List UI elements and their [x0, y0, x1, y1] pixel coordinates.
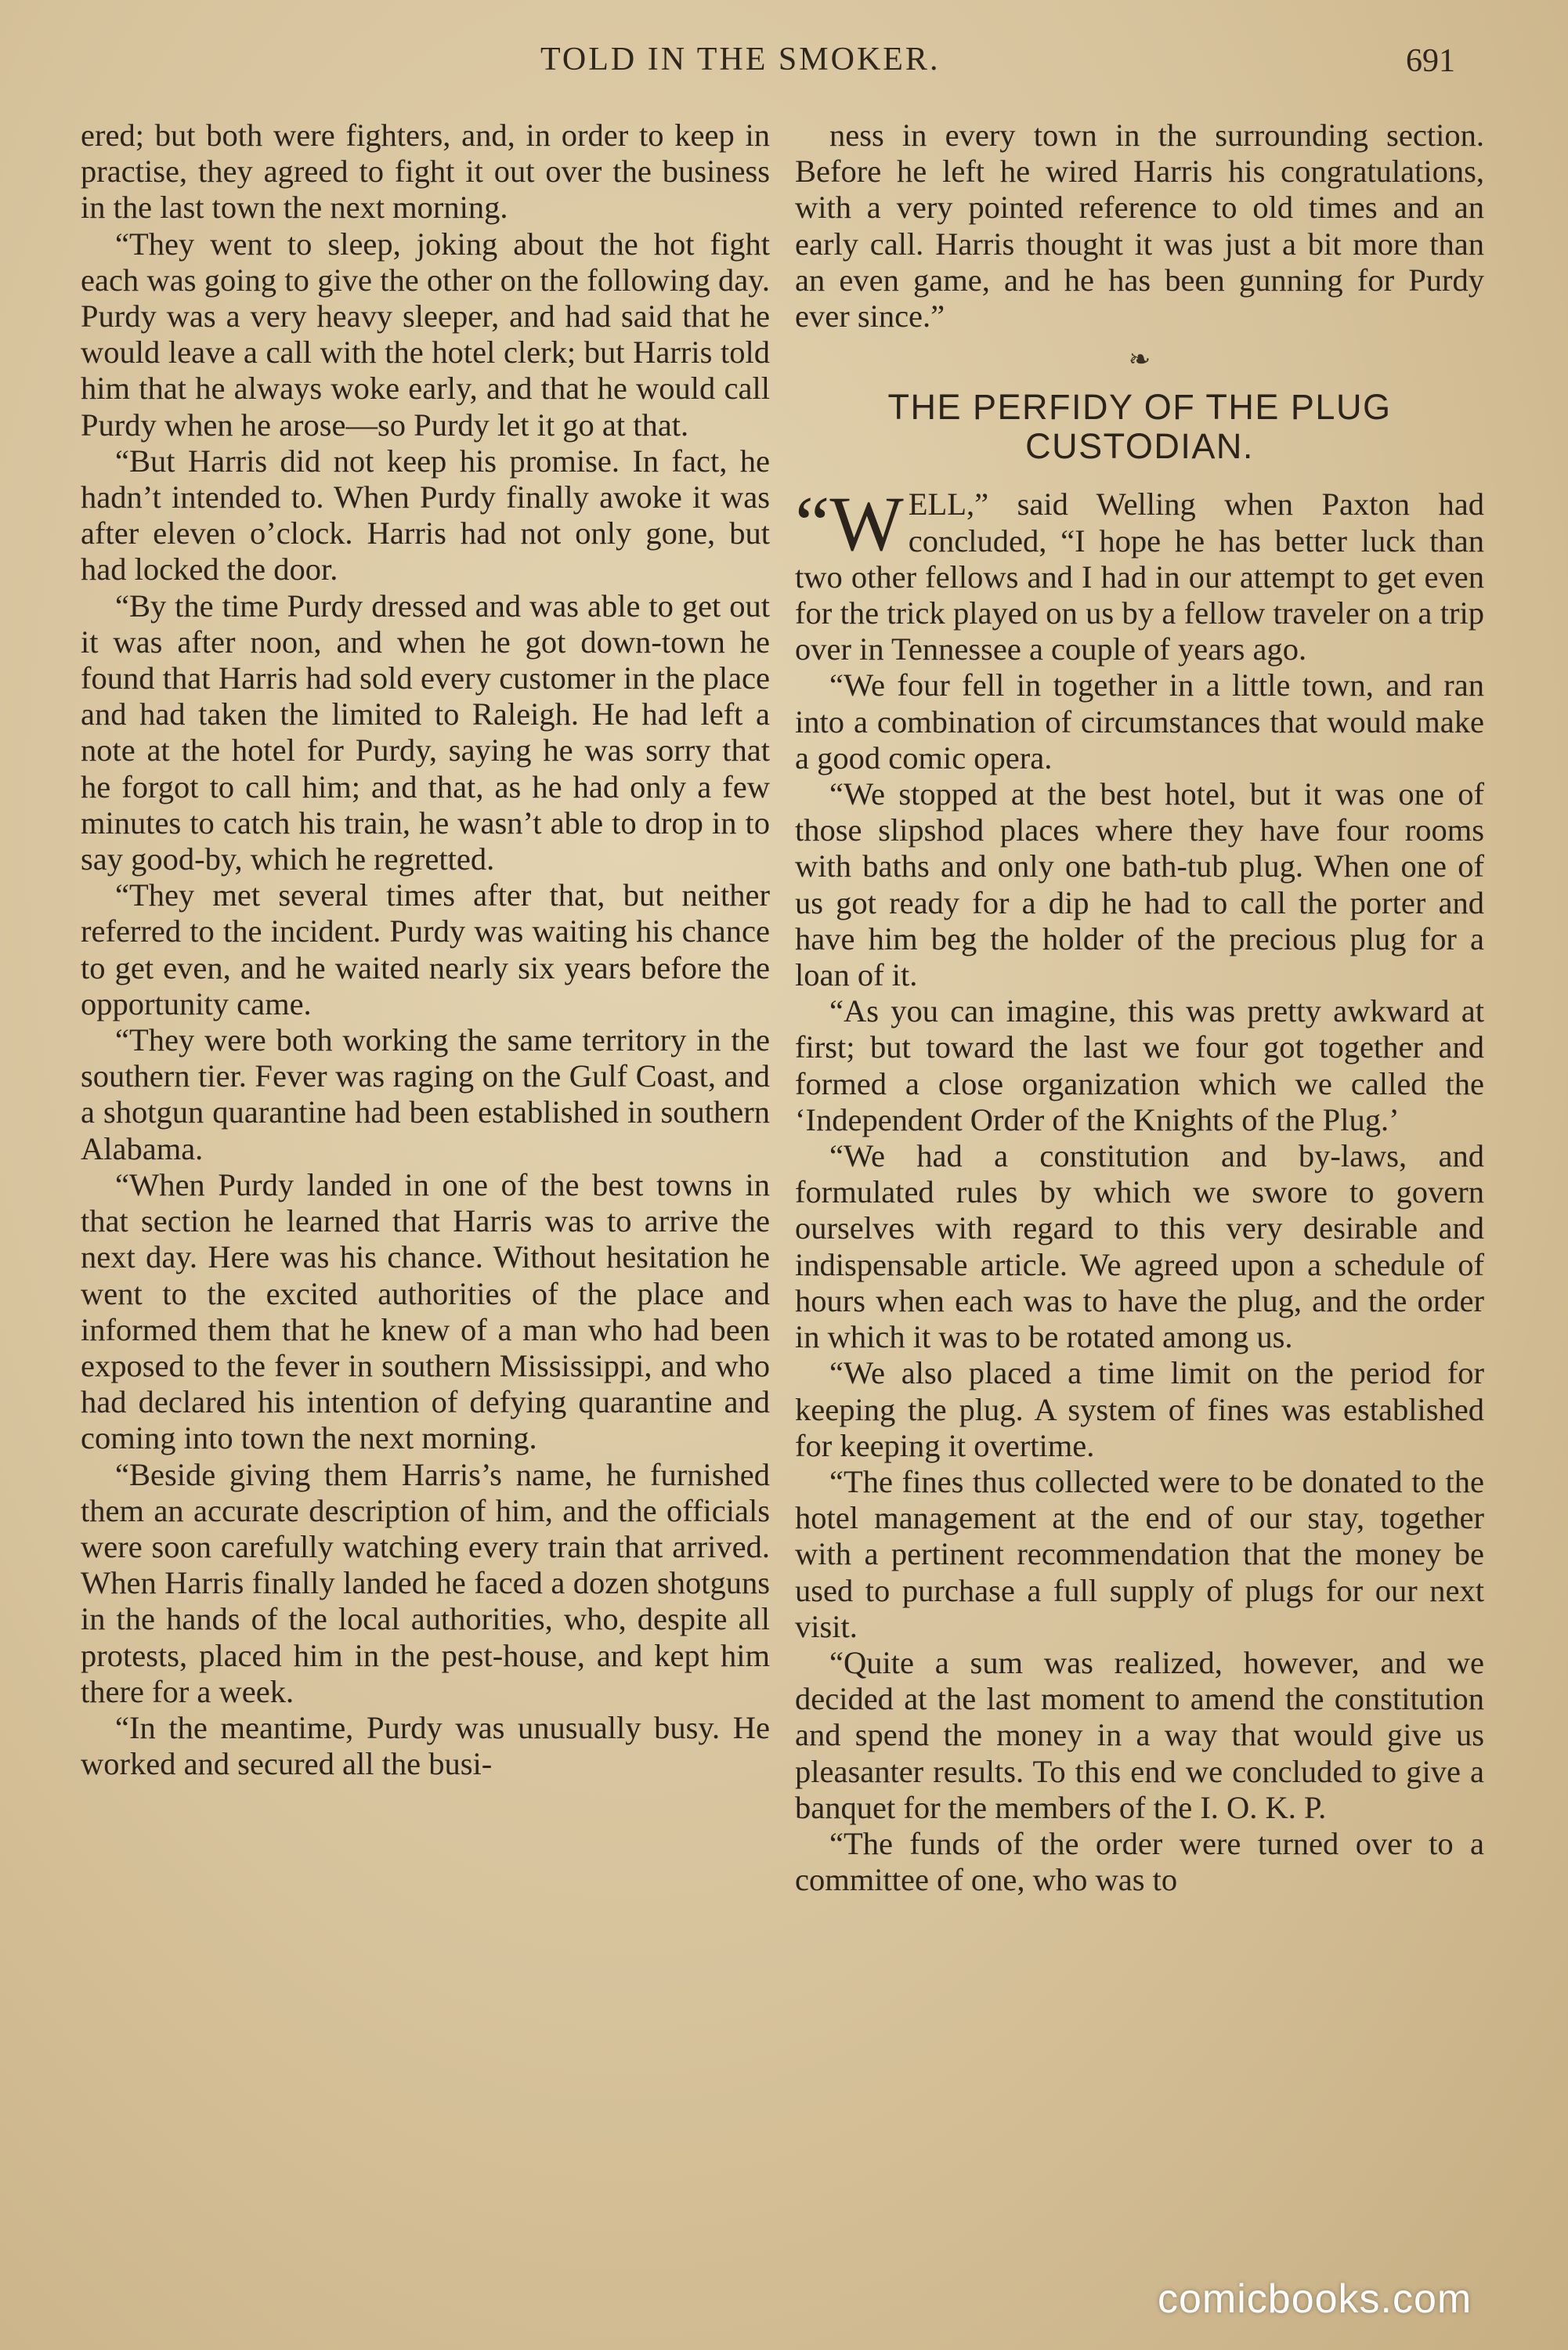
paragraph: “The funds of the order were turned over to a committee of one, who was to — [795, 1825, 1484, 1898]
drop-cap-letter: W — [829, 480, 904, 568]
running-head: TOLD IN THE SMOKER. — [540, 42, 941, 78]
paragraph: “The fines thus collected were to be donated to the hotel management at the end of our stay, together with a pertinent recommendation that the money be used to purchase a full supply of plugs for our next visit. — [795, 1463, 1484, 1644]
paragraph: “In the meantime, Purdy was unusually busy. He worked and secured all the busi- — [81, 1709, 770, 1782]
paragraph: ered; but both were fighters, and, in order to keep in practise, they agreed to fight it out over the business in the last town the next morning. — [81, 118, 770, 226]
paragraph: “As you can imagine, this was pretty awkward at first; but toward the last we four got together and formed a close organization which we called the ‘Independent Order of the Knights of the Plug.’ — [795, 993, 1484, 1137]
paragraph: “Beside giving them Harris’s name, he furnished them an accurate description of him, and the officials were soon carefully watching every train that arrived. When Harris finally landed he faced a dozen shotguns in the hands of the local authorities, who, despite all protests, placed him in the pest-house, and kept him there for a week. — [81, 1456, 770, 1709]
paragraph: “We had a constitution and by-laws, and formulated rules by which we swore to govern ourselves with regard to this very desirable and indispensable article. We agreed upon a schedule of hours when each was to have the plug, and the order in which it was to be rotated among us. — [795, 1138, 1484, 1355]
drop-cap-quote: “ — [795, 480, 830, 568]
paragraph: “We also placed a time limit on the period for keeping the plug. A system of fines was established for keeping it overtime. — [795, 1355, 1484, 1463]
paragraph: “They went to sleep, joking about the hot fight each was going to give the other on the following day. Purdy was a very heavy sleeper, and had said that he would leave a call with the hotel clerk; but Harris told him that he always woke early, and that he would call Purdy when he arose—so Purdy let it go at that. — [81, 226, 770, 443]
paragraph: “Quite a sum was realized, however, and we decided at the last moment to amend the constitution and spend the money in a way that would give us pleasanter results. To this end we concluded to give a banquet for the members of the I. O. K. P. — [795, 1644, 1484, 1825]
paragraph: “They met several times after that, but neither referred to the incident. Purdy was waiting his chance to get even, and he waited nearly six years before the opportunity came. — [81, 877, 770, 1021]
page-number: 691 — [1406, 43, 1455, 79]
left-column — [81, 118, 770, 1782]
paragraph: “By the time Purdy dressed and was able to get out it was after noon, and when he got down-town he found that Harris had sold every customer in the place and had taken the limited to Raleigh. He had left a note at the hotel for Purdy, saying he was sorry that he forgot to call him; and that, as he had only a few minutes to catch his train, he wasn’t able to drop in to say good-by, which he regretted. — [81, 588, 770, 877]
section-ornament: ❧ — [1128, 345, 1151, 375]
paragraph: ness in every town in the surrounding section. Before he left he wired Harris his congratulations, with a very pointed reference to old times and an early call. Harris thought it was just a bit more than an even game, and he has been gunning for Purdy ever since.” — [795, 118, 1484, 334]
paragraph: “We stopped at the best hotel, but it was one of those slipshod places where they have four rooms with baths and only one bath-tub plug. When one of us got ready for a dip he had to call the porter and have him beg the holder of the precious plug for a loan of it. — [795, 776, 1484, 993]
opening-paragraph-text: ELL,” said Welling when Paxton had concluded, “I hope he has better luck than two other fellows and I had in our attempt to get even for the trick played on us by a fellow traveler on a trip over in Tennessee a couple of years ago. — [795, 486, 1484, 667]
drop-cap — [795, 480, 904, 568]
page-header — [0, 41, 1568, 88]
site-watermark: comicbooks.com — [1158, 2276, 1472, 2322]
right-column — [795, 118, 1484, 1898]
paragraph: “But Harris did not keep his promise. In fact, he hadn’t intended to. When Purdy finally awoke it was after eleven o’clock. Harris had not only gone, but had locked the door. — [81, 443, 770, 588]
paragraph: “They were both working the same territory in the southern tier. Fever was raging on the Gulf Coast, and a shotgun quarantine had been established in southern Alabama. — [81, 1022, 770, 1166]
paragraph: “We four fell in together in a little town, and ran into a combination of circumstances that would make a good comic opera. — [795, 667, 1484, 776]
paragraph: “When Purdy landed in one of the best towns in that section he learned that Harris was to arrive the next day. Here was his chance. Without hesitation he went to the excited authorities of the place and informed them that he knew of a man who had been exposed to the fever in southern Mississippi, and who had declared his intention of defying quarantine and coming into town the next morning. — [81, 1166, 770, 1456]
story-title: THE PERFIDY OF THE PLUG CUSTODIAN. — [887, 387, 1392, 467]
opening-paragraph — [795, 480, 1484, 667]
